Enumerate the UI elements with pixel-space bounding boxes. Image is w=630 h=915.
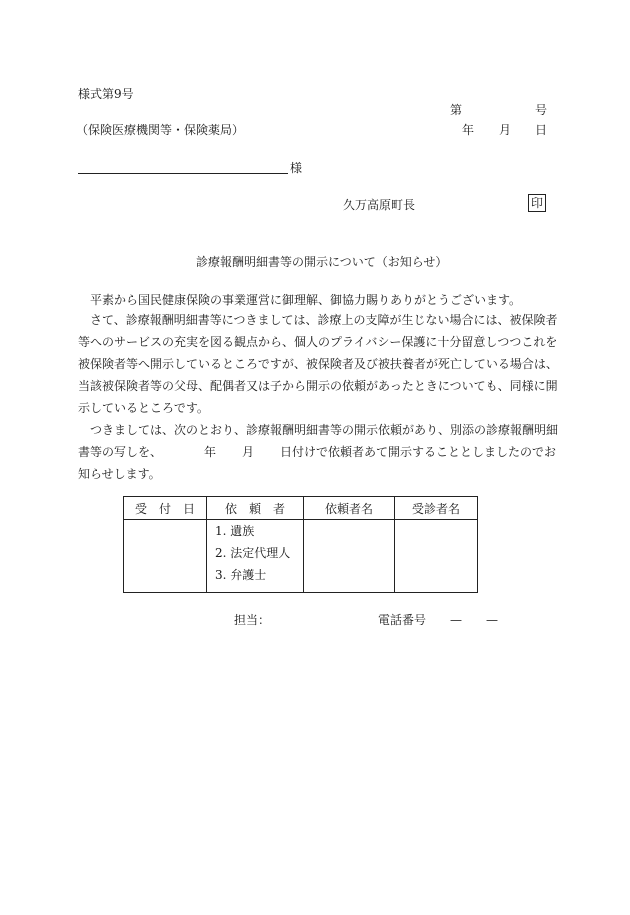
- addressee-suffix: 様: [290, 161, 303, 175]
- cell-requester-options: [207, 520, 304, 593]
- request-table: [123, 496, 478, 593]
- explanation-line-1: さて、診療報酬明細書等につきましては、診療上の支障が生じない場合には、被保険者: [90, 313, 558, 327]
- doc-number-suffix: 号: [535, 103, 548, 117]
- requester-option-bereaved: 1. 遺族: [215, 524, 255, 538]
- greeting-line: 平素から国民健康保険の事業運営に御理解、御協力賜りありがとうございます。: [90, 293, 522, 307]
- notice-line-2: [78, 441, 557, 463]
- cell-patient-name: [395, 520, 478, 593]
- table-header-row: [124, 497, 478, 520]
- header-received-date: 受 付 日: [124, 497, 207, 520]
- notice-year: 年: [204, 445, 217, 459]
- paragraph-explanation: [78, 309, 558, 419]
- notice-line-3: 知らせします。: [78, 467, 161, 481]
- notice-line-2-start: 書等の写しを、: [78, 445, 163, 459]
- date-year: 年: [462, 123, 475, 137]
- doc-number-prefix: 第: [450, 103, 463, 117]
- paragraph-greeting: [78, 289, 553, 311]
- header-requester: 依 頼 者: [207, 497, 304, 520]
- recipient-organization: （保険医療機関等・保険薬局）: [76, 123, 245, 137]
- paragraph-notice: [78, 419, 559, 485]
- requester-option-lawyer: 3. 弁護士: [215, 568, 267, 582]
- notice-line-2-end: 日付けで依頼者あて開示することとしましたのでお: [280, 445, 557, 459]
- notice-line-1: つきましては、次のとおり、診療報酬明細書等の開示依頼があり、別添の診療報酬明細: [90, 423, 559, 437]
- form-number: 様式第9号: [78, 87, 134, 101]
- table-row: [124, 520, 478, 593]
- requester-option-legal-representative: 2. 法定代理人: [215, 546, 291, 560]
- cell-received-date: [124, 520, 207, 593]
- phone-label: 電話番号: [378, 613, 427, 627]
- contact-person-label: 担当：: [234, 613, 271, 627]
- header-patient-name: 受診者名: [395, 497, 478, 520]
- phone-dashes: — —: [450, 613, 499, 627]
- cell-requester-name: [304, 520, 395, 593]
- explanation-line-2: 等へのサービスの充実を図る観点から、個人のプライバシー保護に十分留意しつつこれを: [78, 335, 558, 349]
- explanation-line-4: 当該被保険者等の父母、配偶者又は子から開示の依頼があったときについても、同様に開: [78, 379, 558, 393]
- date-month: 月: [499, 123, 512, 137]
- date-day: 日: [535, 123, 548, 137]
- explanation-line-5: 示しているところです。: [78, 401, 209, 415]
- addressee-line: [78, 173, 288, 174]
- seal-text: 印: [528, 194, 546, 212]
- notice-month: 月: [242, 445, 255, 459]
- sender-name: 久万高原町長: [343, 198, 416, 212]
- header-requester-name: 依頼者名: [304, 497, 395, 520]
- seal-mark: [528, 197, 546, 209]
- explanation-line-3: 被保険者等へ開示しているところですが、被保険者及び被扶養者が死亡している場合は、: [78, 357, 558, 371]
- document-title: 診療報酬明細書等の開示について（お知らせ）: [196, 255, 448, 269]
